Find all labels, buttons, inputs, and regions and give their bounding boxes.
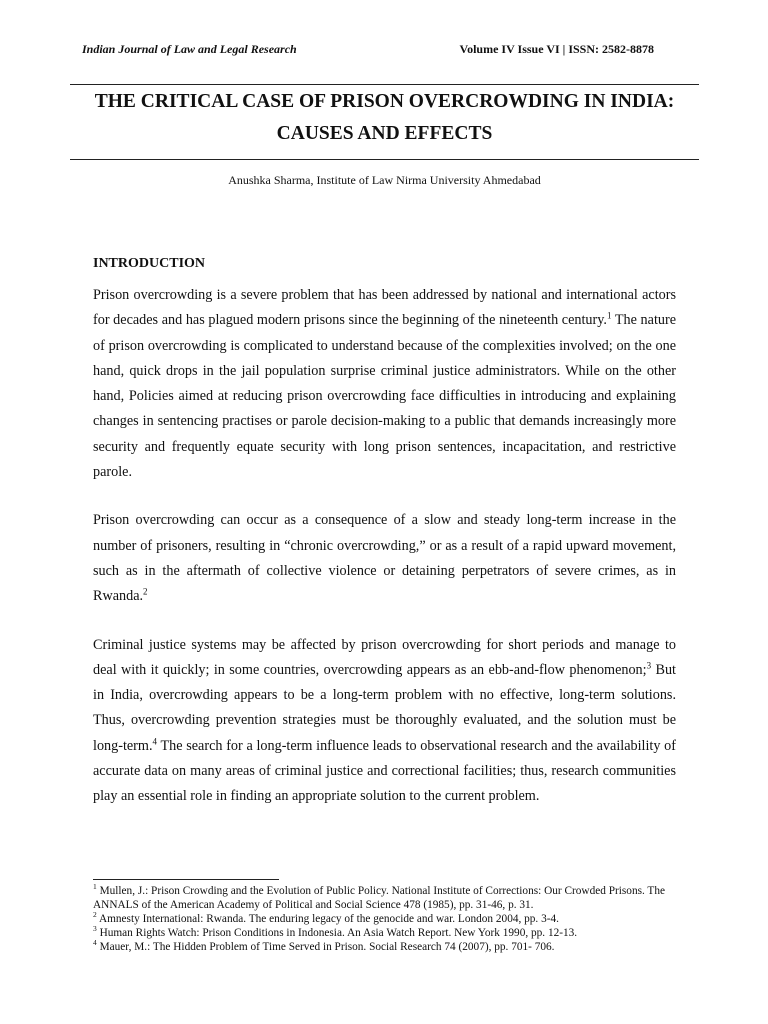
- running-header: [82, 42, 654, 57]
- footnote-ref-3[interactable]: 3: [646, 660, 652, 671]
- footnotes: [93, 884, 683, 954]
- footnote-item: [93, 884, 683, 912]
- paragraph-1: [93, 283, 676, 485]
- footnote-text: Mauer, M.: The Hidden Problem of Time Served in Prison. Social Research 74 (2007), pp. 701- 706.: [96, 941, 555, 953]
- paragraph-1-text-b: The nature of prison overcrowding is complicated to understand because of the complexities involved; on the one hand, quick drops in the jail population surprise criminal justice administrators. While on the other hand, Policies aimed at reducing prison overcrowding face difficulties in introducing and explaining changes in sentencing practises or parole decision-making to a public that demands increasingly more security and frequently equate security with long prison sentences, incapacitation, and restrictive parole.: [93, 312, 677, 481]
- paragraph-2-text-a: Prison overcrowding can occur as a consequence of a slow and steady long-term increase in the number of prisoners, resulting in “chronic overcrowding,” or as a result of a rapid upward movement, such as in the aftermath of collective violence or detaining perpetrators of severe crimes, as in Rwanda.: [93, 512, 676, 605]
- paragraph-3-text-c: The search for a long-term influence leads to observational research and the availability of accurate data on many areas of criminal justice and correctional facilities; thus, research communities play an essential role in finding an appropriate solution to the current problem.: [93, 737, 676, 805]
- footnote-number: 2: [93, 910, 97, 920]
- footnote-text: Mullen, J.: Prison Crowding and the Evolution of Public Policy. National Institute of Corrections: Our Crowded Prisons. The ANNALS of the American Academy of Political and Social Science 478 (1985), pp. 31-46, p. 31.: [93, 885, 665, 911]
- footnote-number: 3: [93, 924, 97, 934]
- footnote-text: Amnesty International: Rwanda. The enduring legacy of the genocide and war. London 2004, pp. 3-4.: [96, 913, 559, 925]
- footnote-item: [93, 940, 683, 954]
- footnote-separator: [93, 879, 279, 880]
- title-line-2: CAUSES AND EFFECTS: [276, 123, 493, 144]
- paragraph-3-text-b: But in India, overcrowding appears to be a long-term problem with no effective, long-term solutions. Thus, overcrowding prevention strategies must be thoroughly evaluated, and the solution must be long-term.: [93, 661, 676, 754]
- footnote-text: Human Rights Watch: Prison Conditions in Indonesia. An Asia Watch Report. New York 1990, pp. 12-13.: [96, 927, 578, 939]
- volume-issue-issn: Volume IV Issue VI | ISSN: 2582-8878: [459, 42, 654, 56]
- footnote-ref-2[interactable]: 2: [143, 586, 148, 597]
- footnote-ref-1[interactable]: 1: [606, 310, 612, 321]
- journal-name: Indian Journal of Law and Legal Research: [82, 42, 297, 56]
- title-top-rule: [70, 84, 699, 85]
- title-line-1: THE CRITICAL CASE OF PRISON OVERCROWDING IN INDIA:: [94, 91, 675, 112]
- section-heading: INTRODUCTION: [93, 256, 206, 271]
- body-text: [93, 254, 676, 833]
- title-bottom-rule: [70, 159, 699, 160]
- footnote-ref-4[interactable]: 4: [152, 736, 157, 747]
- footnote-item: [93, 926, 683, 940]
- paragraph-2: [93, 508, 676, 609]
- paragraph-1-text-a: Prison overcrowding is a severe problem that has been addressed by national and international actors for decades and has plagued modern prisons since the beginning of the nineteenth century.: [93, 287, 676, 329]
- footnote-number: 4: [93, 938, 97, 948]
- paragraph-3-text-a: Criminal justice systems may be affected by prison overcrowding for short periods and manage to deal with it quickly; in some countries, overcrowding appears as an ebb-and-flow phenomenon;: [93, 636, 676, 678]
- paragraph-3: [93, 633, 676, 810]
- footnote-item: [93, 912, 683, 926]
- paper-title: [70, 86, 699, 150]
- footnote-number: 1: [93, 882, 97, 892]
- author-affiliation: Anushka Sharma, Institute of Law Nirma University Ahmedabad: [228, 173, 541, 187]
